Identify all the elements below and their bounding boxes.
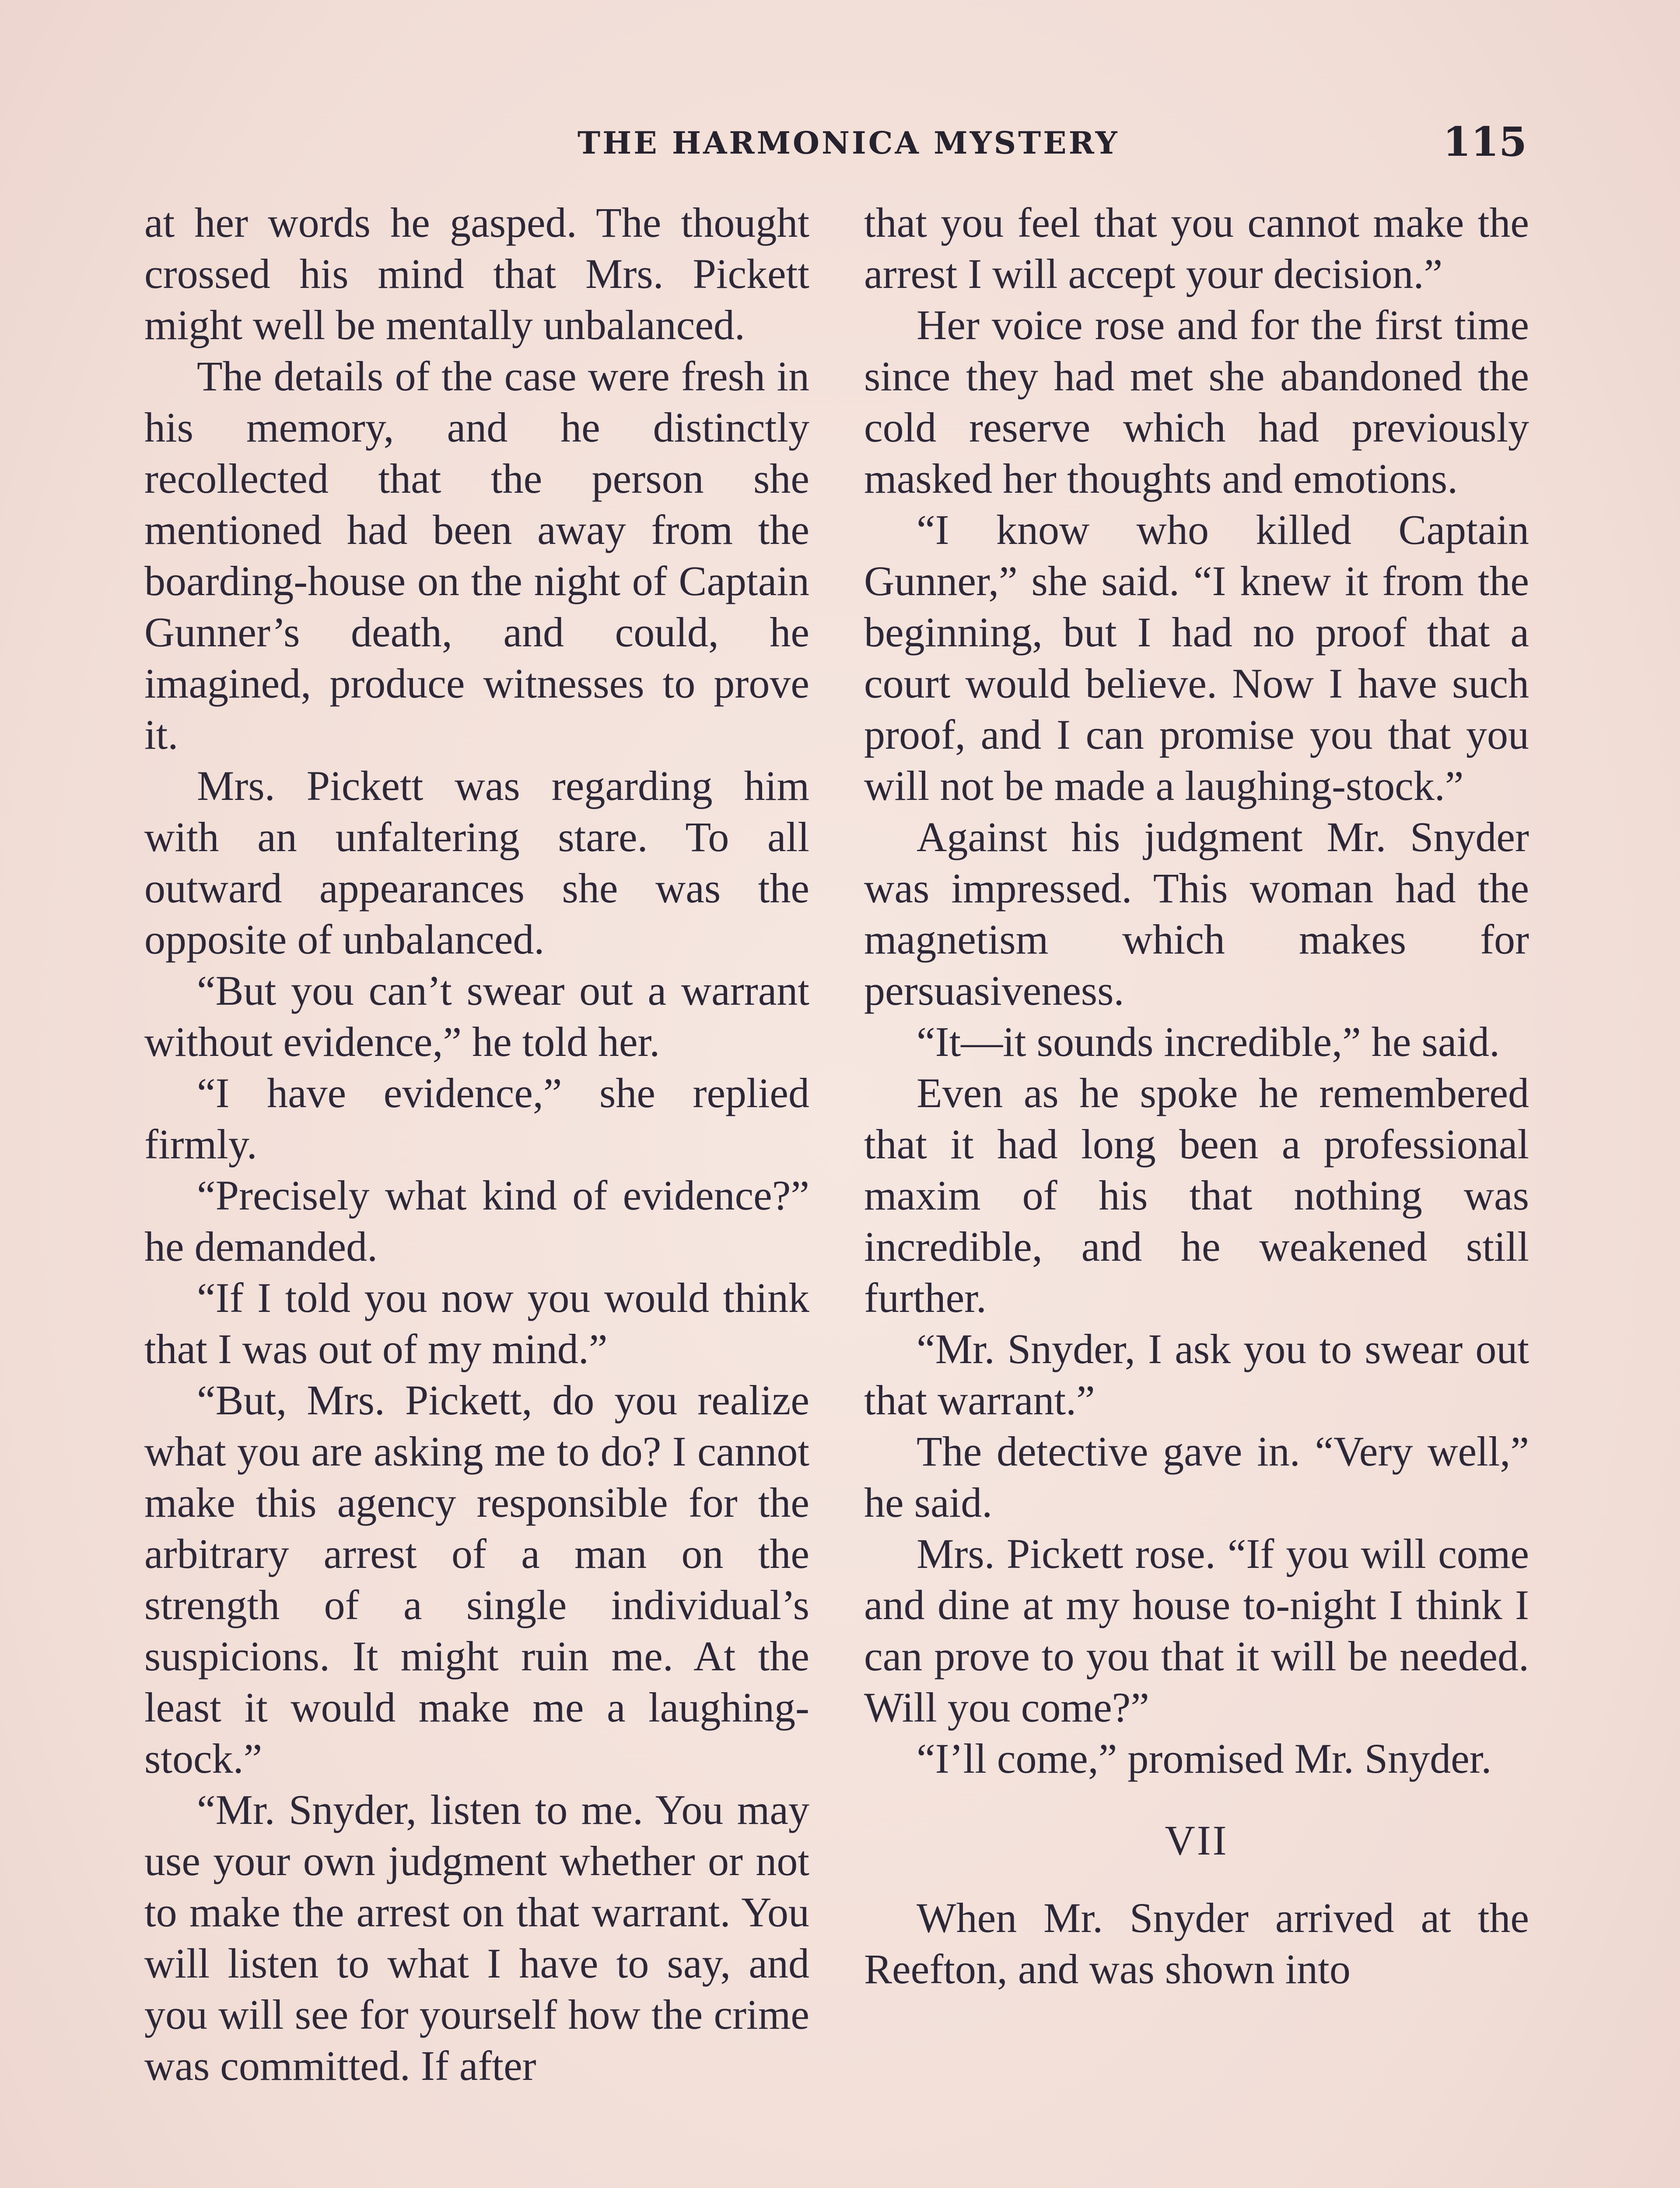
paragraph: “Mr. Snyder, listen to me. You may use your own judgment whether or not to make the arrest on that warrant. You will listen to what I have to say, and you will see for yourself how the crime was committed. If after — [144, 1786, 809, 2089]
paragraph: “Precisely what kind of evidence?” he demanded. — [144, 1172, 809, 1270]
chapter-heading: VII — [1165, 1817, 1228, 1864]
paragraph: “I’ll come,” promised Mr. Snyder. — [917, 1735, 1492, 1782]
paragraph: The details of the case were fresh in his memory, and he distinctly recollected that the person she mentioned had been away from the boarding-house on the night of Captain Gunner’s death, and could, he imagined, produce witnesses to prove it. — [144, 353, 809, 758]
page-number: 115 — [1442, 118, 1527, 165]
paragraph: “I have evidence,” she replied firmly. — [144, 1069, 809, 1168]
paragraph: “I know who killed Captain Gunner,” she said. “I knew it from the beginning, but I had no proof that a court would believe. Now I have such proof, and I can promise you that you will not be made a laughing-stock.” — [864, 506, 1529, 809]
paragraph: “Mr. Snyder, I ask you to swear out that warrant.” — [864, 1325, 1529, 1424]
paragraph: Her voice rose and for the first time since they had met she abandoned the cold reserve which had previously masked her thoughts and emotions. — [864, 302, 1529, 502]
paragraph: Against his judgment Mr. Snyder was impressed. This woman had the magnetism which makes for persuasiveness. — [864, 813, 1529, 1014]
right-column — [864, 197, 1529, 1995]
left-column — [144, 197, 809, 2091]
paragraph: Mrs. Pickett was regarding him with an unfaltering stare. To all outward appearances she was the opposite of unbalanced. — [144, 762, 809, 963]
paragraph: at her words he gasped. The thought crossed his mind that Mrs. Pickett might well be mentally unbalanced. — [144, 199, 809, 348]
paragraph: that you feel that you cannot make the arrest I will accept your decision.” — [864, 199, 1529, 297]
paragraph: Mrs. Pickett rose. “If you will come and dine at my house to-night I think I can prove to you that it will be needed. Will you come?” — [864, 1530, 1529, 1731]
paragraph: When Mr. Snyder arrived at the Reefton, and was shown into — [864, 1894, 1529, 1992]
running-title: THE HARMONICA MYSTERY — [578, 125, 1120, 161]
paragraph: “If I told you now you would think that I was out of my mind.” — [144, 1274, 809, 1372]
paragraph: The detective gave in. “Very well,” he said. — [864, 1428, 1529, 1526]
paragraph: “It—it sounds incredible,” he said. — [917, 1018, 1500, 1065]
paragraph: “But, Mrs. Pickett, do you realize what you are asking me to do? I cannot make this agency responsible for the arbitrary arrest of a man on the strength of a single individual’s suspicions. It might ruin me. At the least it would make me a laughing-stock.” — [144, 1377, 809, 1782]
paragraph: Even as he spoke he remembered that it had long been a professional maxim of his that nothing was incredible, and he weakened still further. — [864, 1069, 1529, 1321]
paragraph: “But you can’t swear out a warrant without evidence,” he told her. — [144, 967, 809, 1065]
